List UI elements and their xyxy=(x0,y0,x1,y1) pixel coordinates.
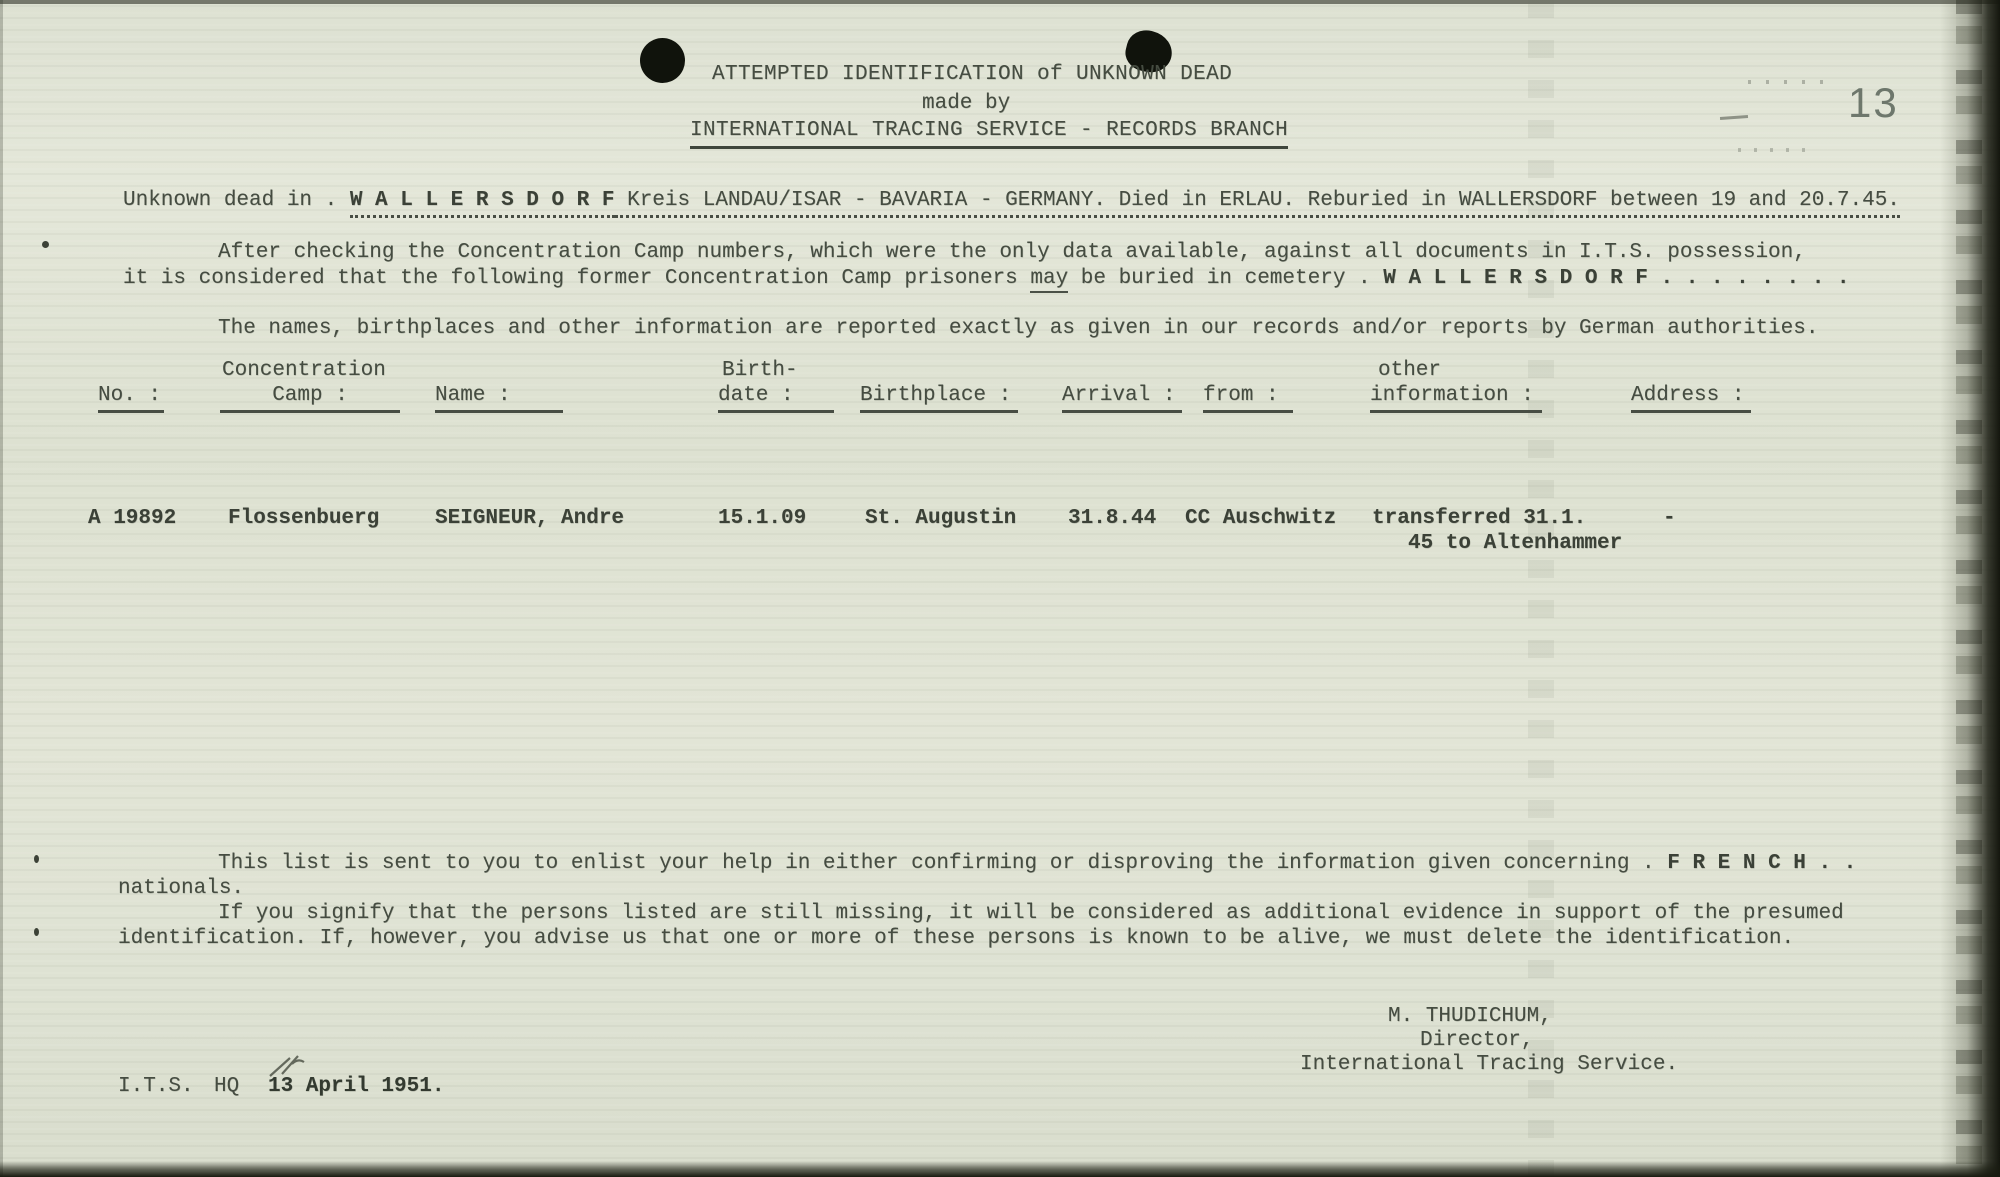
row-cell-name: SEIGNEUR, Andre xyxy=(435,507,625,530)
col-header-no: No. : xyxy=(98,383,164,413)
signature-name: M. THUDICHUM, xyxy=(1388,1005,1552,1028)
doc-title-line2: made by xyxy=(922,92,1011,115)
intro-para1-line2-dots: . . . . . . . . xyxy=(1647,267,1850,290)
col-header-birth-top: Birth- xyxy=(722,359,798,382)
closing-para1-pre: This list is sent to you to enlist your help in either confirming or disproving the information given concerning . xyxy=(218,852,1668,875)
row-cell-from: CC Auschwitz xyxy=(1185,507,1337,530)
col-header-birthplace: Birthplace : xyxy=(860,383,1018,413)
signature-org: International Tracing Service. xyxy=(1300,1053,1679,1076)
ink-speck xyxy=(42,241,49,248)
closing-para1-nationality: F R E N C H xyxy=(1667,852,1806,875)
closing-para2-line2: identification. If, however, you advise us that one or more of these persons is known to be alive, we must delete the identification. xyxy=(118,927,1795,950)
col-header-from: from : xyxy=(1203,383,1293,413)
row-cell-birthplace: St. Augustin xyxy=(865,507,1017,530)
row-cell-arrival: 31.8.44 xyxy=(1068,507,1157,530)
intro-para2: The names, birthplaces and other information are reported exactly as given in our records and/or reports by German authorities. xyxy=(218,317,1819,340)
col-header-address: Address : xyxy=(1631,383,1751,413)
intro-para1-line1: After checking the Concentration Camp numbers, which were the only data available, against all documents in I.T.S. possession, xyxy=(218,241,1806,264)
col-header-camp: Camp : xyxy=(220,383,400,413)
row-cell-address: - xyxy=(1663,507,1676,530)
handwriting-scribble-icon xyxy=(264,1052,320,1082)
ink-speck xyxy=(34,928,39,936)
row-cell-other-line2: 45 to Altenhammer xyxy=(1408,532,1623,555)
scan-edge-bottom xyxy=(0,1161,2000,1177)
punch-hole-left xyxy=(640,38,685,83)
scan-edge-top xyxy=(0,0,2000,4)
closing-para1-line1 xyxy=(218,851,1856,876)
closing-para2-line1: If you signify that the persons listed are still missing, it will be considered as additional evidence in support of the presumed xyxy=(218,902,1844,925)
signature-title: Director, xyxy=(1420,1029,1534,1052)
footer-org: I.T.S. xyxy=(118,1075,194,1098)
scan-edge-left xyxy=(0,0,3,1177)
ink-speck xyxy=(34,855,39,863)
intro-para1-line2-post: be buried in cemetery . xyxy=(1068,267,1384,290)
scan-streak xyxy=(1528,0,1554,1177)
footer-hq: HQ xyxy=(214,1075,240,1098)
pencil-dash-mark xyxy=(1720,115,1748,120)
scan-specks xyxy=(1738,148,1808,152)
col-header-arrival: Arrival : xyxy=(1062,383,1182,413)
col-header-other-top: other xyxy=(1378,359,1442,382)
row-cell-birthdate: 15.1.09 xyxy=(718,507,807,530)
subject-line xyxy=(123,188,1900,213)
doc-title-line1: ATTEMPTED IDENTIFICATION of UNKNOWN DEAD xyxy=(712,63,1233,86)
row-cell-number: A 19892 xyxy=(88,507,177,530)
col-header-birthdate: date : xyxy=(718,383,834,413)
scan-specks xyxy=(1748,80,1838,84)
subject-place: W A L L E R S D O R F xyxy=(350,189,615,218)
footer-date: 13 April 1951. xyxy=(268,1075,445,1098)
col-header-name: Name : xyxy=(435,383,563,413)
closing-para1-line2: nationals. xyxy=(118,877,245,900)
subject-rest: Kreis LANDAU/ISAR - BAVARIA - GERMANY. Died in ERLAU. Reburied in WALLERSDORF between 19 and 20.7.45. xyxy=(615,189,1900,218)
col-header-information: information : xyxy=(1370,383,1542,413)
row-cell-other-line1: transferred 31.1. xyxy=(1372,507,1587,530)
intro-para1-line2-cemetery: W A L L E R S D O R F xyxy=(1383,267,1648,290)
doc-title-line3: INTERNATIONAL TRACING SERVICE - RECORDS BRANCH xyxy=(690,118,1288,149)
row-cell-camp: Flossenbuerg xyxy=(228,507,380,530)
intro-para1-line2 xyxy=(123,266,1850,291)
subject-prefix: Unknown dead in . xyxy=(123,189,350,212)
intro-para1-line2-pre: it is considered that the following former Concentration Camp prisoners xyxy=(123,267,1031,290)
col-header-camp-top: Concentration xyxy=(222,359,386,382)
scan-edge-mottle xyxy=(1956,0,1982,1177)
closing-para1-dots: . . xyxy=(1805,852,1857,875)
page-number: 13 xyxy=(1848,79,1899,126)
intro-para1-line2-may: may xyxy=(1030,267,1068,293)
